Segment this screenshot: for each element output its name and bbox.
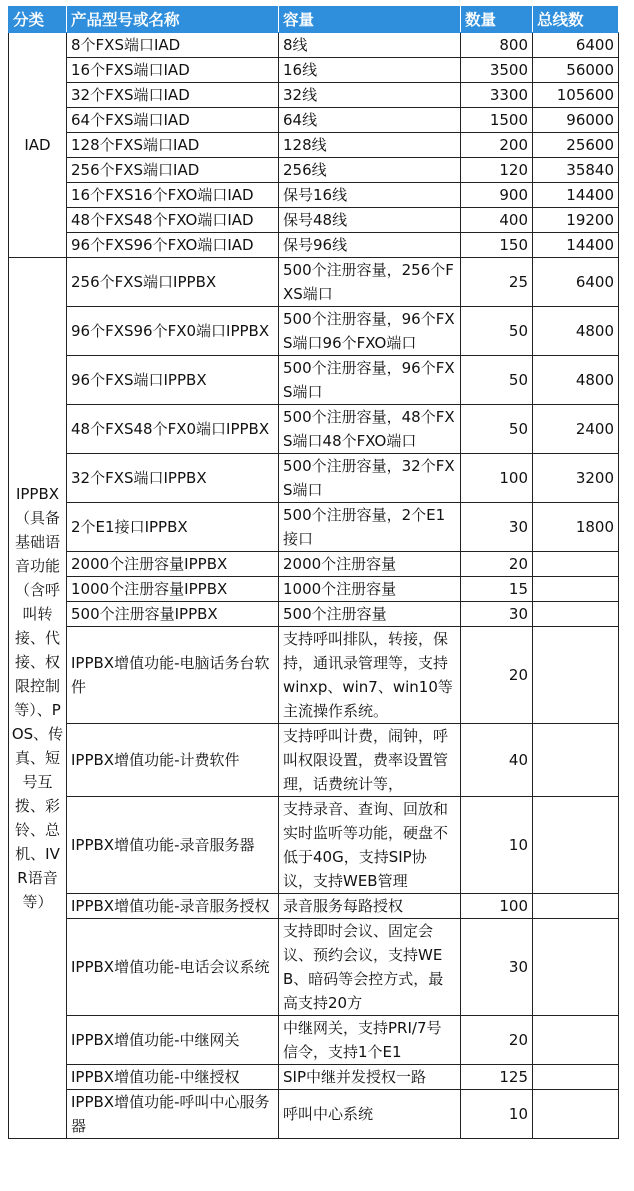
header-capacity: 容量 — [279, 7, 461, 33]
quantity-cell: 400 — [461, 208, 533, 233]
quantity-cell: 40 — [461, 724, 533, 797]
quantity-cell: 1500 — [461, 108, 533, 133]
total-lines-cell — [533, 602, 619, 627]
table-row — [9, 108, 619, 133]
total-lines-cell — [533, 552, 619, 577]
product-name-cell: 256个FXS端口IPPBX — [67, 258, 279, 307]
product-name-cell: IPPBX增值功能-电话会议系统 — [67, 919, 279, 1016]
quantity-cell: 10 — [461, 1090, 533, 1139]
header-quantity: 数量 — [461, 7, 533, 33]
category-cell: IAD — [9, 33, 67, 258]
product-name-cell: IPPBX增值功能-录音服务授权 — [67, 894, 279, 919]
product-name-cell: IPPBX增值功能-录音服务器 — [67, 797, 279, 894]
capacity-cell: 保号96线 — [279, 233, 461, 258]
table-row — [9, 552, 619, 577]
total-lines-cell: 14400 — [533, 233, 619, 258]
total-lines-cell — [533, 627, 619, 724]
total-lines-cell: 3200 — [533, 454, 619, 503]
capacity-cell: 录音服务每路授权 — [279, 894, 461, 919]
quantity-cell: 200 — [461, 133, 533, 158]
product-name-cell: 16个FXS端口IAD — [67, 58, 279, 83]
capacity-cell: 保号16线 — [279, 183, 461, 208]
total-lines-cell: 4800 — [533, 356, 619, 405]
quantity-cell: 50 — [461, 405, 533, 454]
total-lines-cell — [533, 1090, 619, 1139]
product-name-cell: IPPBX增值功能-呼叫中心服务器 — [67, 1090, 279, 1139]
capacity-cell: 500个注册容量，96个FXS端口96个FXO端口 — [279, 307, 461, 356]
capacity-cell: 500个注册容量，32个FXS端口 — [279, 454, 461, 503]
total-lines-cell: 14400 — [533, 183, 619, 208]
total-lines-cell: 56000 — [533, 58, 619, 83]
quantity-cell: 800 — [461, 33, 533, 58]
capacity-cell: 64线 — [279, 108, 461, 133]
total-lines-cell — [533, 797, 619, 894]
table-row — [9, 627, 619, 724]
table-row — [9, 724, 619, 797]
capacity-cell: 中继网关，支持PRI/7号信令，支持1个E1 — [279, 1016, 461, 1065]
total-lines-cell: 4800 — [533, 307, 619, 356]
total-lines-cell: 105600 — [533, 83, 619, 108]
total-lines-cell — [533, 919, 619, 1016]
header-product-name: 产品型号或名称 — [67, 7, 279, 33]
quantity-cell: 20 — [461, 627, 533, 724]
table-row — [9, 454, 619, 503]
quantity-cell: 30 — [461, 503, 533, 552]
product-name-cell: 96个FXS端口IPPBX — [67, 356, 279, 405]
quantity-cell: 120 — [461, 158, 533, 183]
product-name-cell: IPPBX增值功能-电脑话务台软件 — [67, 627, 279, 724]
total-lines-cell — [533, 577, 619, 602]
quantity-cell: 20 — [461, 1016, 533, 1065]
product-name-cell: 256个FXS端口IAD — [67, 158, 279, 183]
capacity-cell: 保号48线 — [279, 208, 461, 233]
capacity-cell: 支持呼叫排队，转接，保持，通讯录管理等，支持winxp、win7、win10等主流操作系统。 — [279, 627, 461, 724]
quantity-cell: 10 — [461, 797, 533, 894]
table-row — [9, 258, 619, 307]
capacity-cell: 32线 — [279, 83, 461, 108]
product-name-cell: 2000个注册容量IPPBX — [67, 552, 279, 577]
quantity-cell: 50 — [461, 356, 533, 405]
capacity-cell: 支持呼叫计费，闹钟，呼叫权限设置，费率设置管理，话费统计等， — [279, 724, 461, 797]
product-name-cell: IPPBX增值功能-中继网关 — [67, 1016, 279, 1065]
capacity-cell: SIP中继并发授权一路 — [279, 1065, 461, 1090]
table-row — [9, 307, 619, 356]
quantity-cell: 30 — [461, 602, 533, 627]
capacity-cell: 500个注册容量，96个FXS端口 — [279, 356, 461, 405]
product-table — [8, 6, 619, 1139]
header-row — [9, 7, 619, 33]
product-name-cell: 500个注册容量IPPBX — [67, 602, 279, 627]
quantity-cell: 30 — [461, 919, 533, 1016]
table-row — [9, 894, 619, 919]
header-total-lines: 总线数 — [533, 7, 619, 33]
table-row — [9, 233, 619, 258]
total-lines-cell — [533, 1016, 619, 1065]
total-lines-cell: 35840 — [533, 158, 619, 183]
capacity-cell: 500个注册容量，256个FXS端口 — [279, 258, 461, 307]
table-row — [9, 503, 619, 552]
table-row — [9, 1016, 619, 1065]
capacity-cell: 2000个注册容量 — [279, 552, 461, 577]
capacity-cell: 128线 — [279, 133, 461, 158]
product-name-cell: 16个FXS16个FXO端口IAD — [67, 183, 279, 208]
table-row — [9, 83, 619, 108]
product-name-cell: 2个E1接口IPPBX — [67, 503, 279, 552]
product-name-cell: 48个FXS48个FX0端口IPPBX — [67, 405, 279, 454]
product-name-cell: 1000个注册容量IPPBX — [67, 577, 279, 602]
capacity-cell: 500个注册容量，2个E1接口 — [279, 503, 461, 552]
total-lines-cell: 96000 — [533, 108, 619, 133]
table-row — [9, 133, 619, 158]
table-row — [9, 405, 619, 454]
quantity-cell: 20 — [461, 552, 533, 577]
quantity-cell: 3300 — [461, 83, 533, 108]
capacity-cell: 支持录音、查询、回放和实时监听等功能，硬盘不低于40G，支持SIP协议，支持WEB管理 — [279, 797, 461, 894]
total-lines-cell: 1800 — [533, 503, 619, 552]
total-lines-cell: 2400 — [533, 405, 619, 454]
total-lines-cell: 19200 — [533, 208, 619, 233]
capacity-cell: 500个注册容量，48个FXS端口48个FXO端口 — [279, 405, 461, 454]
quantity-cell: 15 — [461, 577, 533, 602]
table-row — [9, 1090, 619, 1139]
category-cell: IPPBX（具备基础语音功能（含呼叫转接、代接、权限控制等）、POS、传真、短号互拨、彩铃、总机、IVR语音等） — [9, 258, 67, 1139]
table-row — [9, 356, 619, 405]
table-row — [9, 1065, 619, 1090]
product-name-cell: 128个FXS端口IAD — [67, 133, 279, 158]
total-lines-cell — [533, 894, 619, 919]
table-row — [9, 602, 619, 627]
capacity-cell: 1000个注册容量 — [279, 577, 461, 602]
table-row — [9, 58, 619, 83]
quantity-cell: 150 — [461, 233, 533, 258]
total-lines-cell — [533, 1065, 619, 1090]
product-name-cell: 8个FXS端口IAD — [67, 33, 279, 58]
product-name-cell: 96个FXS96个FXO端口IAD — [67, 233, 279, 258]
table-row — [9, 577, 619, 602]
capacity-cell: 16线 — [279, 58, 461, 83]
quantity-cell: 25 — [461, 258, 533, 307]
product-name-cell: 32个FXS端口IAD — [67, 83, 279, 108]
total-lines-cell: 6400 — [533, 33, 619, 58]
product-name-cell: IPPBX增值功能-中继授权 — [67, 1065, 279, 1090]
table-row — [9, 919, 619, 1016]
table-body — [9, 33, 619, 1139]
quantity-cell: 100 — [461, 894, 533, 919]
capacity-cell: 500个注册容量 — [279, 602, 461, 627]
total-lines-cell: 25600 — [533, 133, 619, 158]
capacity-cell: 256线 — [279, 158, 461, 183]
table-row — [9, 797, 619, 894]
product-name-cell: 32个FXS端口IPPBX — [67, 454, 279, 503]
product-name-cell: 48个FXS48个FXO端口IAD — [67, 208, 279, 233]
quantity-cell: 900 — [461, 183, 533, 208]
quantity-cell: 50 — [461, 307, 533, 356]
header-category: 分类 — [9, 7, 67, 33]
total-lines-cell — [533, 724, 619, 797]
quantity-cell: 3500 — [461, 58, 533, 83]
table-row — [9, 158, 619, 183]
product-name-cell: 96个FXS96个FX0端口IPPBX — [67, 307, 279, 356]
capacity-cell: 支持即时会议、固定会议、预约会议，支持WEB、暗码等会控方式，最高支持20方 — [279, 919, 461, 1016]
capacity-cell: 呼叫中心系统 — [279, 1090, 461, 1139]
total-lines-cell: 6400 — [533, 258, 619, 307]
table-row — [9, 183, 619, 208]
table-row — [9, 33, 619, 58]
table-row — [9, 208, 619, 233]
capacity-cell: 8线 — [279, 33, 461, 58]
quantity-cell: 100 — [461, 454, 533, 503]
quantity-cell: 125 — [461, 1065, 533, 1090]
product-name-cell: 64个FXS端口IAD — [67, 108, 279, 133]
product-name-cell: IPPBX增值功能-计费软件 — [67, 724, 279, 797]
